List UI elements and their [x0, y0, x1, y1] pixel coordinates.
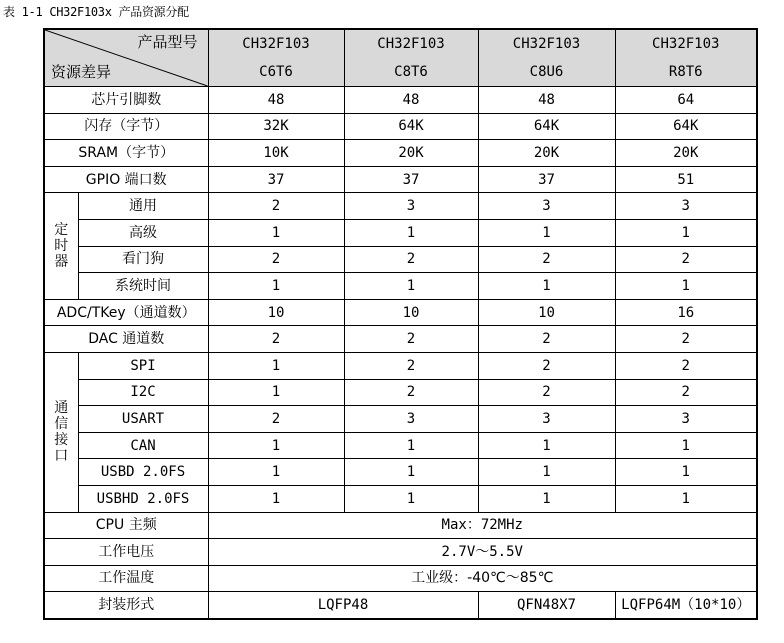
- table-row: [44, 592, 757, 619]
- cell: 1: [208, 219, 344, 246]
- cell: 2: [208, 193, 344, 220]
- header-row: [44, 29, 757, 87]
- table-row: [44, 246, 757, 273]
- cell: 1: [615, 219, 757, 246]
- row-label: SRAM（字节）: [44, 140, 208, 167]
- sub-label: SPI: [78, 352, 208, 379]
- cell: 工业级：-40℃～85℃: [208, 565, 757, 592]
- sub-label: 通用: [78, 193, 208, 220]
- cell: 1: [208, 485, 344, 512]
- cell: 2: [615, 379, 757, 406]
- cell: 1: [208, 432, 344, 459]
- group-char: 时: [54, 238, 69, 255]
- model-line1: CH32F103: [242, 36, 310, 52]
- sub-label: 看门狗: [78, 246, 208, 273]
- model-line2: C8T6: [394, 64, 428, 80]
- cell: 2: [615, 246, 757, 273]
- row-label: CPU 主频: [44, 512, 208, 539]
- table-row: [44, 140, 757, 167]
- cell: 37: [208, 166, 344, 193]
- model-line1: CH32F103: [512, 36, 581, 52]
- table-row: [44, 326, 757, 353]
- cell: 1: [208, 379, 344, 406]
- model-line2: C8U6: [529, 64, 564, 80]
- cell: 10: [208, 299, 344, 326]
- table-row: [44, 485, 757, 512]
- group-char: 通: [54, 400, 69, 417]
- cell: 3: [478, 193, 615, 220]
- cell: 2: [344, 379, 478, 406]
- cell: 3: [615, 406, 757, 433]
- cell: 1: [478, 273, 615, 300]
- cell: LQFP48: [208, 592, 478, 619]
- cell: 32K: [208, 113, 344, 140]
- cell: 64K: [344, 113, 478, 140]
- table-row: [44, 87, 757, 114]
- cell: Max：72MHz: [208, 512, 757, 539]
- cell: 3: [344, 193, 478, 220]
- cell: 1: [344, 219, 478, 246]
- cell: 1: [615, 432, 757, 459]
- cell: 3: [615, 193, 757, 220]
- sub-label: I2C: [78, 379, 208, 406]
- cell: 37: [478, 166, 615, 193]
- row-label: 芯片引脚数: [44, 87, 208, 114]
- cell: 1: [344, 273, 478, 300]
- cell: 1: [478, 432, 615, 459]
- model-header: [478, 29, 615, 87]
- cell: 1: [615, 273, 757, 300]
- cell: 16: [615, 299, 757, 326]
- cell: 1: [478, 485, 615, 512]
- cell: 2: [344, 352, 478, 379]
- table-row: [44, 406, 757, 433]
- cell: 2: [344, 326, 478, 353]
- cell: 1: [344, 432, 478, 459]
- model-header: [344, 29, 478, 87]
- row-label: DAC 通道数: [44, 326, 208, 353]
- cell: 2: [615, 326, 757, 353]
- model-line2: C6T6: [259, 64, 293, 80]
- table-row: [44, 193, 757, 220]
- sub-label: USART: [78, 406, 208, 433]
- group-char: 器: [54, 254, 69, 271]
- cell: 2.7V～5.5V: [208, 539, 757, 566]
- cell: 48: [478, 87, 615, 114]
- table-row: [44, 512, 757, 539]
- cell: 48: [344, 87, 478, 114]
- cell: 3: [478, 406, 615, 433]
- cell: 51: [615, 166, 757, 193]
- cell: 2: [344, 246, 478, 273]
- cell: 64: [615, 87, 757, 114]
- group-char: 定: [54, 222, 69, 239]
- cell: 2: [478, 246, 615, 273]
- timer-group-label: [44, 193, 78, 299]
- sub-label: CAN: [78, 432, 208, 459]
- sub-label: 系统时间: [78, 273, 208, 300]
- model-header: [615, 29, 757, 87]
- cell: 2: [208, 406, 344, 433]
- cell: 1: [478, 219, 615, 246]
- cell: 20K: [478, 140, 615, 167]
- cell: 1: [208, 459, 344, 486]
- sub-label: 高级: [78, 219, 208, 246]
- cell: 20K: [615, 140, 757, 167]
- cell: 2: [478, 326, 615, 353]
- cell: 2: [208, 246, 344, 273]
- group-char: 接: [54, 432, 69, 449]
- cell: 2: [478, 352, 615, 379]
- corner-top-label: 产品型号: [137, 33, 198, 51]
- model-header: [208, 29, 344, 87]
- cell: QFN48X7: [478, 592, 615, 619]
- table-row: [44, 432, 757, 459]
- cell: 20K: [344, 140, 478, 167]
- row-label: GPIO 端口数: [44, 166, 208, 193]
- group-char: 信: [54, 416, 69, 433]
- row-label: ADC/TKey（通道数）: [44, 299, 208, 326]
- comm-group-label: [44, 352, 78, 512]
- table-row: [44, 565, 757, 592]
- corner-cell: [44, 29, 208, 87]
- row-label: 闪存（字节）: [44, 113, 208, 140]
- cell: 37: [344, 166, 478, 193]
- table-row: [44, 166, 757, 193]
- table-row: [44, 379, 757, 406]
- cell: 1: [478, 459, 615, 486]
- model-line1: CH32F103: [377, 36, 445, 52]
- cell: 1: [344, 459, 478, 486]
- cell: 48: [208, 87, 344, 114]
- corner-bottom-label: 资源差异: [51, 63, 112, 81]
- cell: LQFP64M（10*10）: [615, 592, 757, 619]
- group-char: 口: [54, 448, 69, 465]
- sub-label: USBD 2.0FS: [78, 459, 208, 486]
- cell: 2: [208, 326, 344, 353]
- cell: 2: [478, 379, 615, 406]
- table-row: [44, 219, 757, 246]
- cell: 2: [615, 352, 757, 379]
- table-row: [44, 459, 757, 486]
- cell: 1: [615, 459, 757, 486]
- model-line2: R8T6: [668, 64, 703, 80]
- cell: 1: [208, 273, 344, 300]
- cell: 10: [344, 299, 478, 326]
- cell: 1: [615, 485, 757, 512]
- cell: 10K: [208, 140, 344, 167]
- cell: 3: [344, 406, 478, 433]
- row-label: 工作温度: [44, 565, 208, 592]
- sub-label: USBHD 2.0FS: [78, 485, 208, 512]
- table-row: [44, 273, 757, 300]
- table-row: [44, 299, 757, 326]
- table-row: [44, 113, 757, 140]
- cell: 1: [208, 352, 344, 379]
- model-line1: CH32F103: [652, 36, 720, 52]
- table-row: [44, 352, 757, 379]
- table-caption: 表 1-1 CH32F103x 产品资源分配: [3, 5, 189, 19]
- cell: 10: [478, 299, 615, 326]
- table-row: [44, 539, 757, 566]
- cell: 1: [344, 485, 478, 512]
- resource-table: [43, 28, 758, 620]
- cell: 64K: [615, 113, 757, 140]
- row-label: 工作电压: [44, 539, 208, 566]
- row-label: 封装形式: [44, 592, 208, 619]
- cell: 64K: [478, 113, 615, 140]
